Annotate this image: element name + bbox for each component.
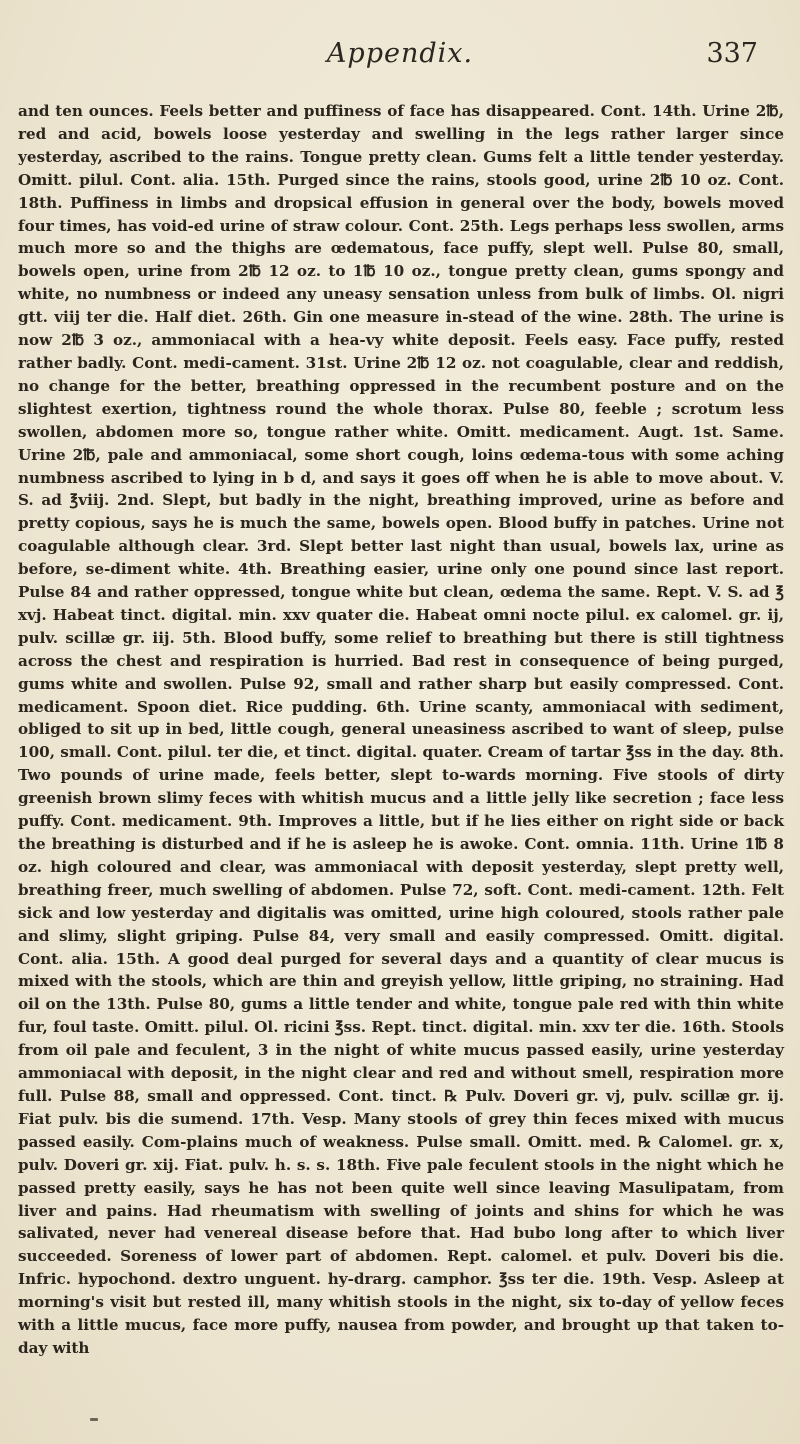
print-mark [90, 1418, 98, 1421]
body-paragraph: and ten ounces. Feels better and puffiness of face has disappeared. Cont. 14th. Urine 2℔, red and acid, bowels loose yesterday and swelling in the legs rather larger since yesterday, ascribed to the rains. Tongue pretty clean. Gums felt a little tender yesterday. Omitt. pilul. Cont. alia. 15th. Purged since the rains, stools good, urine 2℔ 10 oz. Cont. 18th. Puffiness in limbs and dropsical effusion in general over the body, bowels moved four times, has void-ed urine of straw colour. Cont. 25th. Legs perhaps less swollen, arms much more so and the thighs are œdematous, face puffy, slept well. Pulse 80, small, bowels open, urine from 2℔ 12 oz. to 1℔ 10 oz., tongue pretty clean, gums spongy and white, no numbness or indeed any uneasy sensation unless from bulk of limbs. Ol. nigri gtt. viij ter die. Half diet. 26th. Gin one measure in-stead of the wine. 28th. The urine is now 2℔ 3 oz., ammoniacal with a hea-vy white deposit. Feels easy. Face puffy, rested rather badly. Cont. medi-cament. 31st. Urine 2℔ 12 oz. not coagulable, clear and reddish, no change for the better, breathing oppressed in the recumbent posture and on the slightest exertion, tightness round the whole thorax. Pulse 80, feeble ; scrotum less swollen, abdomen more so, tongue rather white. Omitt. medicament. Augt. 1st. Same. Urine 2℔, pale and ammoniacal, some short cough, loins œdema-tous with some aching numbness ascribed to lying in b d, and says it goes off when he is able to move about. V. S. ad ℥viij. 2nd. Slept, but badly in the night, breathing improved, urine as before and pretty copious, says he is much the same, bowels open. Blood buffy in patches. Urine not coagulable although clear. 3rd. Slept better last night than usual, bowels lax, urine as before, se-diment white. 4th. Breathing easier, urine only one pound since last report. Pulse 84 and rather oppressed, tongue white but clean, œdema the same. Rept. V. S. ad ℥ xvj. Habeat tinct. digital. min. xxv quater die. Habeat omni nocte pilul. ex calomel. gr. ij, pulv. scillæ gr. iij. 5th. Blood buffy, some relief to breathing but there is still tightness across the chest and respiration is hurried. Bad rest in consequence of being purged, gums white and swollen. Pulse 92, small and rather sharp but easily compressed. Cont. medicament. Spoon diet. Rice pudding. 6th. Urine scanty, ammoniacal with sediment, obliged to sit up in bed, little cough, general uneasiness ascribed to want of sleep, pulse 100, small. Cont. pilul. ter die, et tinct. digital. quater. Cream of tartar ℥ss in the day. 8th. Two pounds of urine made, feels better, slept to-wards morning. Five stools of dirty greenish brown slimy feces with whitish mucus and a little jelly like secretion ; face less puffy. Cont. medicament. 9th. Improves a little, but if he lies either on right side or back the breathing is disturbed and if he is asleep he is awoke. Cont. omnia. 11th. Urine 1℔ 8 oz. high coloured and clear, was ammoniacal with deposit yesterday, slept pretty well, breathing freer, much swelling of abdomen. Pulse 72, soft. Cont. medi-cament. 12th. Felt sick and low yesterday and digitalis was omitted, urine high coloured, stools rather pale and slimy, slight griping. Pulse 84, very small and easily compressed. Omitt. digital. Cont. alia. 15th. A good deal purged for several days and a quantity of clear mucus is mixed with the stools, which are thin and greyish yellow, little griping, no straining. Had oil on the 13th. Pulse 80, gums a little tender and white, tongue pale red with thin white fur, foul taste. Omitt. pilul. Ol. ricini ℥ss. Rept. tinct. digital. min. xxv ter die. 16th. Stools from oil pale and feculent, 3 in the night of white mucus passed easily, urine yesterday ammoniacal with deposit, in the night clear and red and without smell, respiration more full. Pulse 88, small and oppressed. Cont. tinct. ℞ Pulv. Doveri gr. vj, pulv. scillæ gr. ij. Fiat pulv. bis die sumend. 17th. Vesp. Many stools of grey thin feces mixed with mucus passed easily. Com-plains much of weakness. Pulse small. Omitt. med. ℞ Calomel. gr. x, pulv. Doveri gr. xij. Fiat. pulv. h. s. s. 18th. Five pale feculent stools in the night which he passed pretty easily, says he has not been quite well since leaving Masulipatam, from liver and pains. Had rheumatism with swelling of joints and shins for which he was salivated, never had venereal disease before that. Had bubo long after to which liver succeeded. Soreness of lower part of abdomen. Rept. calomel. et pulv. Doveri bis die. Infric. hypochond. dextro unguent. hy-drarg. camphor. ℥ss ter die. 19th. Vesp. Asleep at morning's visit but rested ill, many whitish stools in the night, six to-day of yellow feces with a little mucus, face more puffy, nausea from powder, and brought up that taken to-day with [18, 102, 785, 1357]
page-number: 337 [706, 38, 758, 69]
page-header [0, 38, 800, 78]
running-head: Appendix. [326, 38, 474, 69]
case-notes-text [18, 100, 784, 1360]
